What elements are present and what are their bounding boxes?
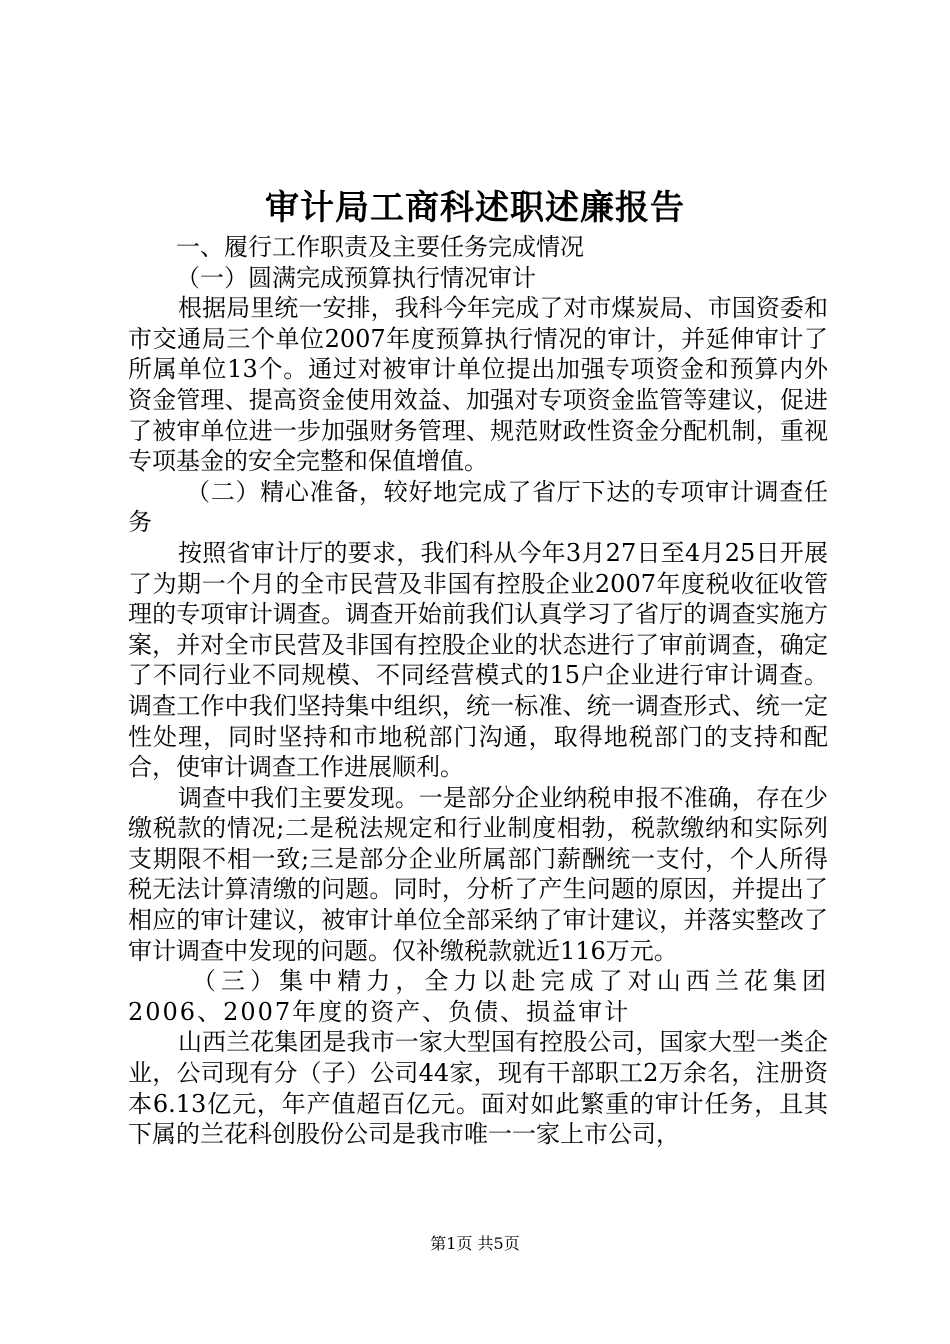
section-1-heading: （一）圆满完成预算执行情况审计	[176, 263, 536, 292]
section-2-paragraph-2: 调查中我们主要发现。一是部分企业纳税申报不准确，存在少缴税款的情况;二是税法规定和行业制度相勃，税款缴纳和实际列支期限不相一致;三是部分企业所属部门薪酬统一支付，个人所得税无法计算清缴的问题。同时，分析了产生问题的原因，并提出了相应的审计建议，被审计单位全部采纳了审计建议，并落实整改了审计调查中发现的问题。仅补缴税款就近116万元。	[128, 783, 828, 965]
document-title: 审计局工商科述职述廉报告	[265, 188, 685, 228]
section-2-heading: （二）精心准备，较好地完成了省厅下达的专项审计调查任务	[128, 477, 828, 537]
section-1-paragraph: 根据局里统一安排，我科今年完成了对市煤炭局、市国资委和市交通局三个单位2007年度预算执行情况的审计，并延伸审计了所属单位13个。通过对被审计单位提出加强专项资金和预算内外资金管理、提高资金使用效益、加强对专项资金监管等建议，促进了被审单位进一步加强财务管理、规范财政性资金分配机制，重视专项基金的安全完整和保值增值。	[128, 294, 828, 476]
page-footer: 第1页 共5页	[430, 1234, 520, 1253]
heading-1: 一、履行工作职责及主要任务完成情况	[176, 233, 584, 261]
section-2-paragraph-1: 按照省审计厅的要求，我们科从今年3月27日至4月25日开展了为期一个月的全市民营及非国有控股企业2007年度税收征收管理的专项审计调查。调查开始前我们认真学习了省厅的调查实施方案，并对全市民营及非国有控股企业的状态进行了审前调查，确定了不同行业不同规模、不同经营模式的15户企业进行审计调查。调查工作中我们坚持集中组织，统一标准、统一调查形式、统一定性处理，同时坚持和市地税部门沟通，取得地税部门的支持和配合，使审计调查工作进展顺利。	[128, 538, 828, 782]
section-3-paragraph: 山西兰花集团是我市一家大型国有控股公司，国家大型一类企业，公司现有分（子）公司44家，现有干部职工2万余名，注册资本6.13亿元，年产值超百亿元。面对如此繁重的审计任务，且其下属的兰花科创股份公司是我市唯一一家上市公司，	[128, 1028, 828, 1149]
section-3-heading: （三）集中精力，全力以赴完成了对山西兰花集团2006、2007年度的资产、负债、损益审计	[128, 967, 828, 1026]
document-body	[128, 232, 828, 1150]
